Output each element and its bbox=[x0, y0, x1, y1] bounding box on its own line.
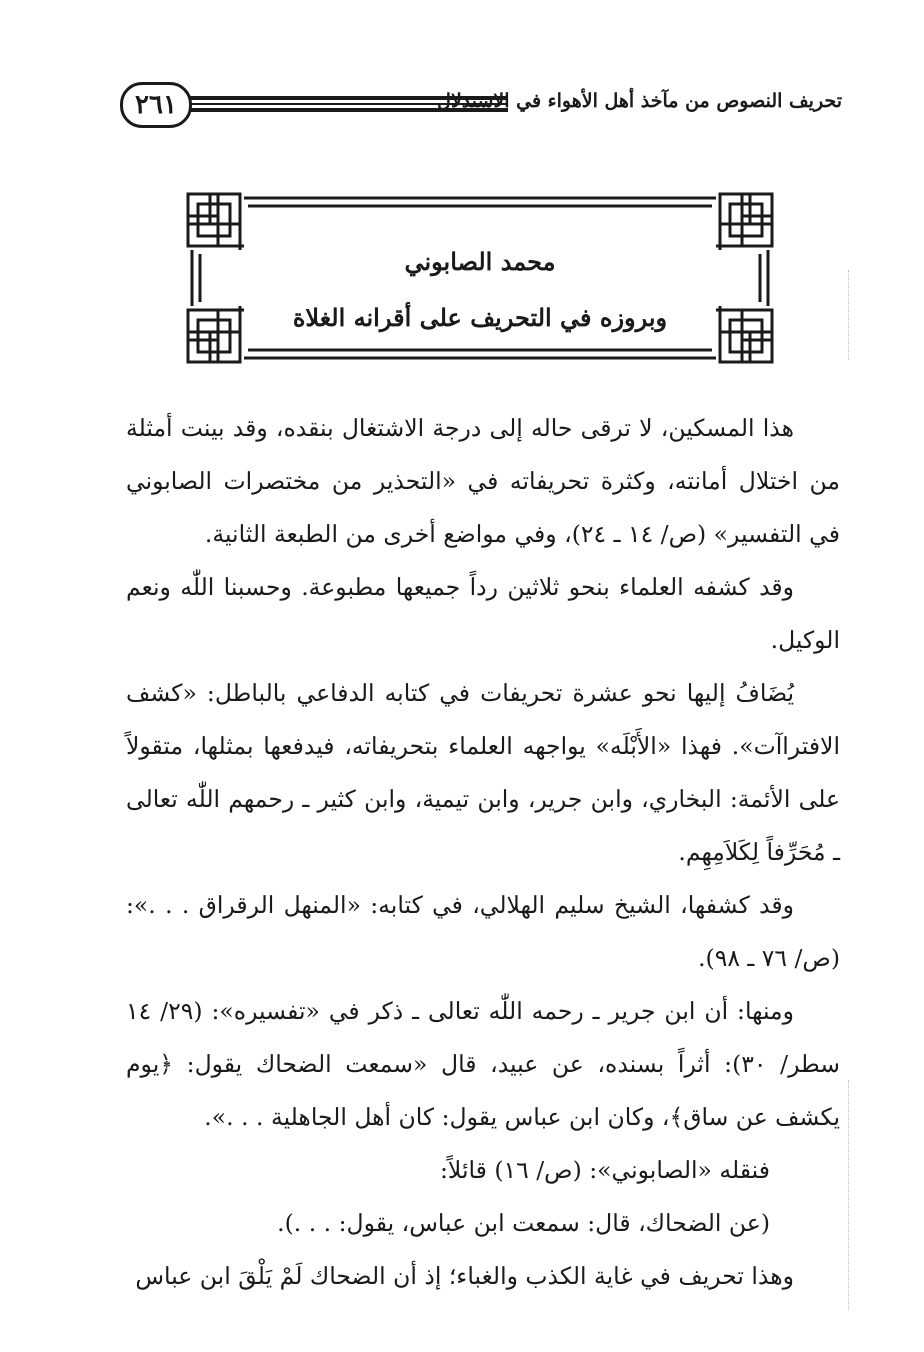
paragraph: وقد كشفها، الشيخ سليم الهلالي، في كتابه: «المنهل الرقراق . . .»: (ص/ ٧٦ ـ ٩٨). bbox=[126, 891, 840, 972]
section-title-line1: محمد الصابوني bbox=[404, 247, 556, 276]
paragraph: هذا المسكين، لا ترقى حاله إلى درجة الاشتغال بنقده، وقد بينت أمثلة من اختلال أمانته، وكثرة تحريفاته في «التحذير من مختصرات الصابوني في التفسير» (ص/ ١٤ ـ ٢٤)، وفي مواضع أخرى من الطبعة الثانية. bbox=[126, 414, 840, 548]
paragraph: (عن الضحاك، قال: سمعت ابن عباس، يقول: . . .). bbox=[277, 1209, 770, 1237]
margin-dots bbox=[848, 270, 849, 360]
paragraph: ومنها: أن ابن جرير ـ رحمه اللّٰه تعالى ـ ذكر في «تفسيره»: (٢٩/ ١٤ سطر/ ٣٠): أثراً بسنده، عن عبيد، قال «سمعت الضحاك يقول: ﴿يوم يكشف عن ساق﴾، وكان ابن عباس يقول: كان أهل الجاهلية . . .». bbox=[126, 997, 841, 1131]
paragraph: وهذا تحريف في غاية الكذب والغباء؛ إذ أن الضحاك لَمْ يَلْقَ ابن عباس bbox=[135, 1262, 794, 1290]
section-title bbox=[244, 234, 716, 346]
paragraph: وقد كشفه العلماء بنحو ثلاثين رداً جميعها مطبوعة. وحسبنا اللّٰه ونعم الوكيل. bbox=[126, 573, 840, 654]
margin-dots bbox=[848, 1080, 849, 1310]
section-title-frame bbox=[184, 190, 776, 366]
body-text bbox=[126, 402, 840, 1303]
page-number: ٢٦١ bbox=[120, 82, 192, 128]
section-title-line2: وبروزه في التحريف على أقرانه الغلاة bbox=[292, 303, 668, 332]
paragraph: يُضَافُ إليها نحو عشرة تحريفات في كتابه الدفاعي بالباطل: «كشف الافتراآت». فهذا «الأَبْلَه» يواجهه العلماء بتحريفاته، فيدفعها بمثلها، متقولاً على الأئمة: البخاري، وابن جرير، وابن تيمية، وابن كثير ـ رحمهم اللّٰه تعالى ـ مُحَرِّفاً لِكَلاَمِهِم. bbox=[126, 679, 840, 866]
paragraph: فنقله «الصابوني»: (ص/ ١٦) قائلاً: bbox=[440, 1156, 770, 1184]
running-title: تحريف النصوص من مآخذ أهل الأهواء في الاستدلال bbox=[437, 90, 842, 112]
page-header bbox=[118, 78, 842, 130]
